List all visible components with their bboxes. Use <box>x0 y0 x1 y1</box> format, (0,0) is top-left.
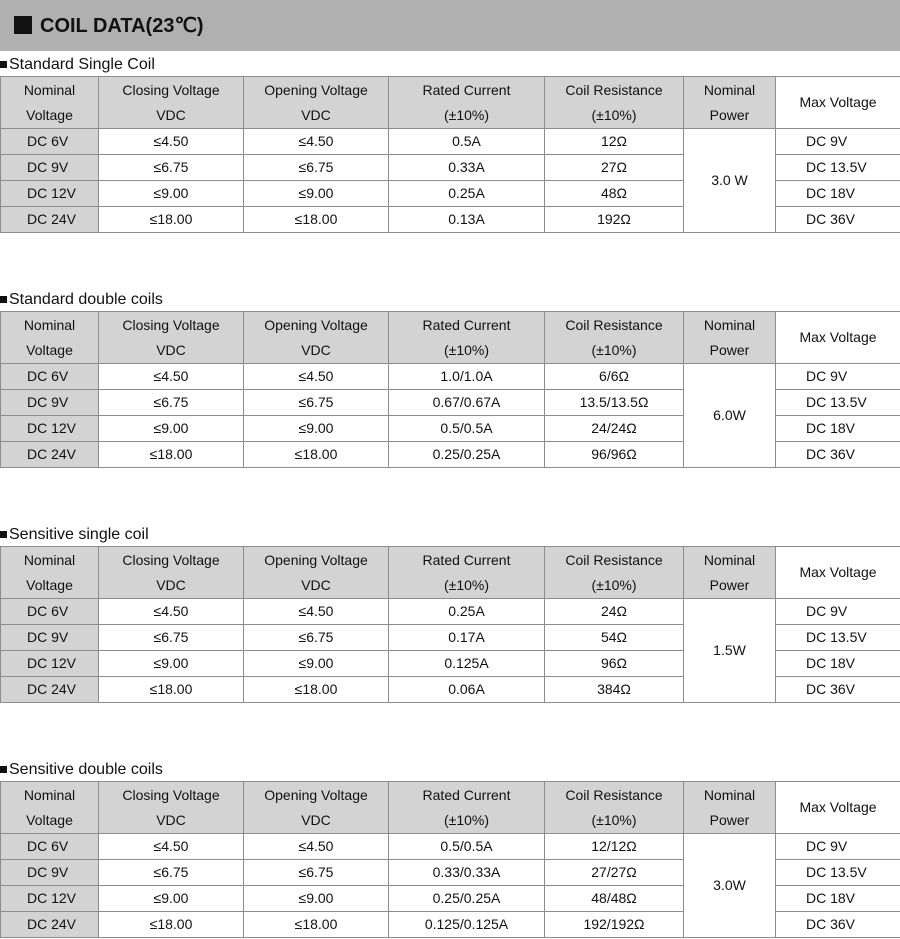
section-title-text: Standard Single Coil <box>9 56 155 73</box>
max-voltage-cell: DC 13.5V <box>776 390 900 416</box>
nominal-power-cell: 3.0 W <box>684 129 776 233</box>
header-nominal-power-line: Power <box>709 811 750 828</box>
header-closing-voltage-line: Closing Voltage <box>122 316 220 333</box>
nominal-voltage-cell: DC 6V <box>1 129 99 155</box>
header-rated-current-line: (±10%) <box>443 576 490 593</box>
table-row <box>1 129 900 155</box>
closing-cell: ≤4.50 <box>99 599 244 625</box>
max-voltage-cell: DC 13.5V <box>776 155 900 181</box>
header-coil-resistance-line: Coil Resistance <box>565 551 663 568</box>
opening-cell: ≤6.75 <box>244 625 389 651</box>
header-coil-resistance <box>545 77 684 129</box>
header-nominal-voltage <box>1 77 99 129</box>
max-voltage-cell: DC 36V <box>776 442 900 468</box>
current-cell: 0.5A <box>389 129 545 155</box>
closing-cell: ≤18.00 <box>99 677 244 703</box>
closing-cell: ≤4.50 <box>99 129 244 155</box>
resistance-cell: 96Ω <box>545 651 684 677</box>
header-closing-voltage-line: VDC <box>156 106 186 123</box>
section-title-text: Sensitive double coils <box>9 761 163 778</box>
header-closing-voltage-line: VDC <box>156 341 186 358</box>
header-closing-voltage-line: Closing Voltage <box>122 81 220 98</box>
current-cell: 0.25/0.25A <box>389 442 545 468</box>
resistance-cell: 27/27Ω <box>545 860 684 886</box>
closing-cell: ≤6.75 <box>99 390 244 416</box>
header-max-voltage: Max Voltage <box>776 782 900 834</box>
header-opening-voltage <box>244 312 389 364</box>
header-nominal-power-line: Power <box>709 106 750 123</box>
header-nominal-power-line: Nominal <box>703 316 756 333</box>
header-opening-voltage <box>244 782 389 834</box>
opening-cell: ≤18.00 <box>244 442 389 468</box>
table-header-row <box>1 782 900 834</box>
nominal-power-cell: 3.0W <box>684 834 776 938</box>
current-cell: 0.33A <box>389 155 545 181</box>
table-header-row <box>1 312 900 364</box>
closing-cell: ≤9.00 <box>99 886 244 912</box>
opening-cell: ≤4.50 <box>244 834 389 860</box>
header-rated-current-line: Rated Current <box>422 551 511 568</box>
header-closing-voltage-line: Closing Voltage <box>122 551 220 568</box>
section-title <box>0 759 163 781</box>
section-title <box>0 54 155 76</box>
current-cell: 0.25A <box>389 599 545 625</box>
nominal-voltage-cell: DC 12V <box>1 886 99 912</box>
header-nominal-voltage-line: Voltage <box>26 811 73 828</box>
header-nominal-voltage-line: Nominal <box>23 551 76 568</box>
closing-cell: ≤6.75 <box>99 625 244 651</box>
nominal-voltage-cell: DC 24V <box>1 207 99 233</box>
header-nominal-power <box>684 547 776 599</box>
opening-cell: ≤4.50 <box>244 599 389 625</box>
resistance-cell: 12Ω <box>545 129 684 155</box>
current-cell: 0.125/0.125A <box>389 912 545 938</box>
header-nominal-power-line: Nominal <box>703 786 756 803</box>
resistance-cell: 12/12Ω <box>545 834 684 860</box>
square-bullet-icon <box>0 766 7 773</box>
square-bullet-icon <box>0 61 7 68</box>
max-voltage-cell: DC 36V <box>776 677 900 703</box>
resistance-cell: 54Ω <box>545 625 684 651</box>
header-rated-current-line: (±10%) <box>443 106 490 123</box>
resistance-cell: 192Ω <box>545 207 684 233</box>
nominal-power-cell: 6.0W <box>684 364 776 468</box>
header-rated-current-line: Rated Current <box>422 786 511 803</box>
nominal-voltage-cell: DC 24V <box>1 912 99 938</box>
max-voltage-cell: DC 18V <box>776 416 900 442</box>
header-nominal-power <box>684 782 776 834</box>
coil-data-table <box>0 546 900 703</box>
resistance-cell: 192/192Ω <box>545 912 684 938</box>
header-rated-current <box>389 77 545 129</box>
nominal-voltage-cell: DC 12V <box>1 181 99 207</box>
closing-cell: ≤4.50 <box>99 364 244 390</box>
table-header-row <box>1 77 900 129</box>
current-cell: 0.33/0.33A <box>389 860 545 886</box>
page-header <box>0 0 900 51</box>
header-nominal-power-line: Power <box>709 341 750 358</box>
resistance-cell: 48/48Ω <box>545 886 684 912</box>
square-bullet-icon <box>0 296 7 303</box>
header-coil-resistance-line: Coil Resistance <box>565 81 663 98</box>
header-coil-resistance-line: (±10%) <box>591 576 637 593</box>
resistance-cell: 384Ω <box>545 677 684 703</box>
header-max-voltage: Max Voltage <box>776 77 900 129</box>
header-nominal-voltage-line: Nominal <box>23 81 76 98</box>
header-opening-voltage-line: Opening Voltage <box>264 551 368 568</box>
max-voltage-cell: DC 9V <box>776 364 900 390</box>
header-nominal-voltage <box>1 782 99 834</box>
header-nominal-voltage-line: Voltage <box>26 576 73 593</box>
current-cell: 0.17A <box>389 625 545 651</box>
nominal-voltage-cell: DC 6V <box>1 599 99 625</box>
header-nominal-power <box>684 77 776 129</box>
nominal-voltage-cell: DC 9V <box>1 155 99 181</box>
resistance-cell: 6/6Ω <box>545 364 684 390</box>
header-nominal-power-line: Nominal <box>703 551 756 568</box>
closing-cell: ≤18.00 <box>99 207 244 233</box>
opening-cell: ≤9.00 <box>244 416 389 442</box>
header-rated-current <box>389 547 545 599</box>
header-closing-voltage <box>99 547 244 599</box>
closing-cell: ≤6.75 <box>99 860 244 886</box>
header-coil-resistance-line: Coil Resistance <box>565 786 663 803</box>
max-voltage-cell: DC 36V <box>776 207 900 233</box>
nominal-voltage-cell: DC 24V <box>1 442 99 468</box>
max-voltage-cell: DC 18V <box>776 181 900 207</box>
current-cell: 0.25A <box>389 181 545 207</box>
header-coil-resistance <box>545 782 684 834</box>
coil-data-table <box>0 781 900 938</box>
header-rated-current-line: Rated Current <box>422 81 511 98</box>
opening-cell: ≤6.75 <box>244 390 389 416</box>
closing-cell: ≤4.50 <box>99 834 244 860</box>
resistance-cell: 13.5/13.5Ω <box>545 390 684 416</box>
opening-cell: ≤4.50 <box>244 364 389 390</box>
max-voltage-cell: DC 18V <box>776 651 900 677</box>
header-nominal-voltage <box>1 547 99 599</box>
page-title: COIL DATA(23℃) <box>40 15 204 37</box>
header-coil-resistance <box>545 312 684 364</box>
nominal-voltage-cell: DC 9V <box>1 625 99 651</box>
opening-cell: ≤18.00 <box>244 912 389 938</box>
header-closing-voltage-line: Closing Voltage <box>122 786 220 803</box>
opening-cell: ≤9.00 <box>244 181 389 207</box>
closing-cell: ≤9.00 <box>99 181 244 207</box>
header-nominal-voltage-line: Nominal <box>23 316 76 333</box>
header-closing-voltage-line: VDC <box>156 811 186 828</box>
resistance-cell: 48Ω <box>545 181 684 207</box>
black-square-icon <box>14 16 32 34</box>
opening-cell: ≤18.00 <box>244 207 389 233</box>
max-voltage-cell: DC 36V <box>776 912 900 938</box>
header-opening-voltage-line: VDC <box>301 576 331 593</box>
header-opening-voltage-line: Opening Voltage <box>264 786 368 803</box>
closing-cell: ≤6.75 <box>99 155 244 181</box>
section-title <box>0 289 163 311</box>
header-opening-voltage-line: VDC <box>301 341 331 358</box>
closing-cell: ≤9.00 <box>99 416 244 442</box>
header-coil-resistance-line: (±10%) <box>591 106 637 123</box>
header-opening-voltage <box>244 77 389 129</box>
header-rated-current <box>389 782 545 834</box>
opening-cell: ≤4.50 <box>244 129 389 155</box>
resistance-cell: 24Ω <box>545 599 684 625</box>
table-row <box>1 599 900 625</box>
header-opening-voltage <box>244 547 389 599</box>
max-voltage-cell: DC 9V <box>776 599 900 625</box>
header-nominal-power-line: Power <box>709 576 750 593</box>
header-rated-current-line: Rated Current <box>422 316 511 333</box>
header-max-voltage: Max Voltage <box>776 547 900 599</box>
resistance-cell: 96/96Ω <box>545 442 684 468</box>
section-title-text: Sensitive single coil <box>9 526 149 543</box>
opening-cell: ≤9.00 <box>244 886 389 912</box>
header-coil-resistance-line: Coil Resistance <box>565 316 663 333</box>
header-nominal-power-line: Nominal <box>703 81 756 98</box>
header-coil-resistance-line: (±10%) <box>591 341 637 358</box>
nominal-voltage-cell: DC 6V <box>1 364 99 390</box>
header-nominal-power <box>684 312 776 364</box>
nominal-voltage-cell: DC 24V <box>1 677 99 703</box>
max-voltage-cell: DC 13.5V <box>776 625 900 651</box>
current-cell: 0.5/0.5A <box>389 416 545 442</box>
header-nominal-voltage-line: Voltage <box>26 106 73 123</box>
header-closing-voltage <box>99 77 244 129</box>
nominal-voltage-cell: DC 9V <box>1 390 99 416</box>
header-opening-voltage-line: VDC <box>301 106 331 123</box>
max-voltage-cell: DC 9V <box>776 834 900 860</box>
nominal-voltage-cell: DC 12V <box>1 416 99 442</box>
table-header-row <box>1 547 900 599</box>
nominal-voltage-cell: DC 6V <box>1 834 99 860</box>
nominal-voltage-cell: DC 9V <box>1 860 99 886</box>
closing-cell: ≤18.00 <box>99 442 244 468</box>
coil-data-table <box>0 311 900 468</box>
header-nominal-voltage-line: Voltage <box>26 341 73 358</box>
section-title-text: Standard double coils <box>9 291 163 308</box>
current-cell: 0.25/0.25A <box>389 886 545 912</box>
current-cell: 0.5/0.5A <box>389 834 545 860</box>
opening-cell: ≤6.75 <box>244 155 389 181</box>
coil-data-table <box>0 76 900 233</box>
header-nominal-voltage <box>1 312 99 364</box>
square-bullet-icon <box>0 531 7 538</box>
nominal-voltage-cell: DC 12V <box>1 651 99 677</box>
current-cell: 0.67/0.67A <box>389 390 545 416</box>
current-cell: 1.0/1.0A <box>389 364 545 390</box>
closing-cell: ≤9.00 <box>99 651 244 677</box>
current-cell: 0.13A <box>389 207 545 233</box>
header-coil-resistance-line: (±10%) <box>591 811 637 828</box>
max-voltage-cell: DC 13.5V <box>776 860 900 886</box>
closing-cell: ≤18.00 <box>99 912 244 938</box>
resistance-cell: 24/24Ω <box>545 416 684 442</box>
opening-cell: ≤18.00 <box>244 677 389 703</box>
header-rated-current-line: (±10%) <box>443 811 490 828</box>
header-closing-voltage <box>99 312 244 364</box>
header-max-voltage: Max Voltage <box>776 312 900 364</box>
nominal-power-cell: 1.5W <box>684 599 776 703</box>
header-closing-voltage-line: VDC <box>156 576 186 593</box>
current-cell: 0.125A <box>389 651 545 677</box>
header-rated-current <box>389 312 545 364</box>
header-nominal-voltage-line: Nominal <box>23 786 76 803</box>
header-rated-current-line: (±10%) <box>443 341 490 358</box>
header-opening-voltage-line: VDC <box>301 811 331 828</box>
header-opening-voltage-line: Opening Voltage <box>264 316 368 333</box>
header-closing-voltage <box>99 782 244 834</box>
header-coil-resistance <box>545 547 684 599</box>
current-cell: 0.06A <box>389 677 545 703</box>
max-voltage-cell: DC 18V <box>776 886 900 912</box>
section-title <box>0 524 149 546</box>
opening-cell: ≤9.00 <box>244 651 389 677</box>
resistance-cell: 27Ω <box>545 155 684 181</box>
header-opening-voltage-line: Opening Voltage <box>264 81 368 98</box>
max-voltage-cell: DC 9V <box>776 129 900 155</box>
table-row <box>1 834 900 860</box>
table-row <box>1 364 900 390</box>
opening-cell: ≤6.75 <box>244 860 389 886</box>
